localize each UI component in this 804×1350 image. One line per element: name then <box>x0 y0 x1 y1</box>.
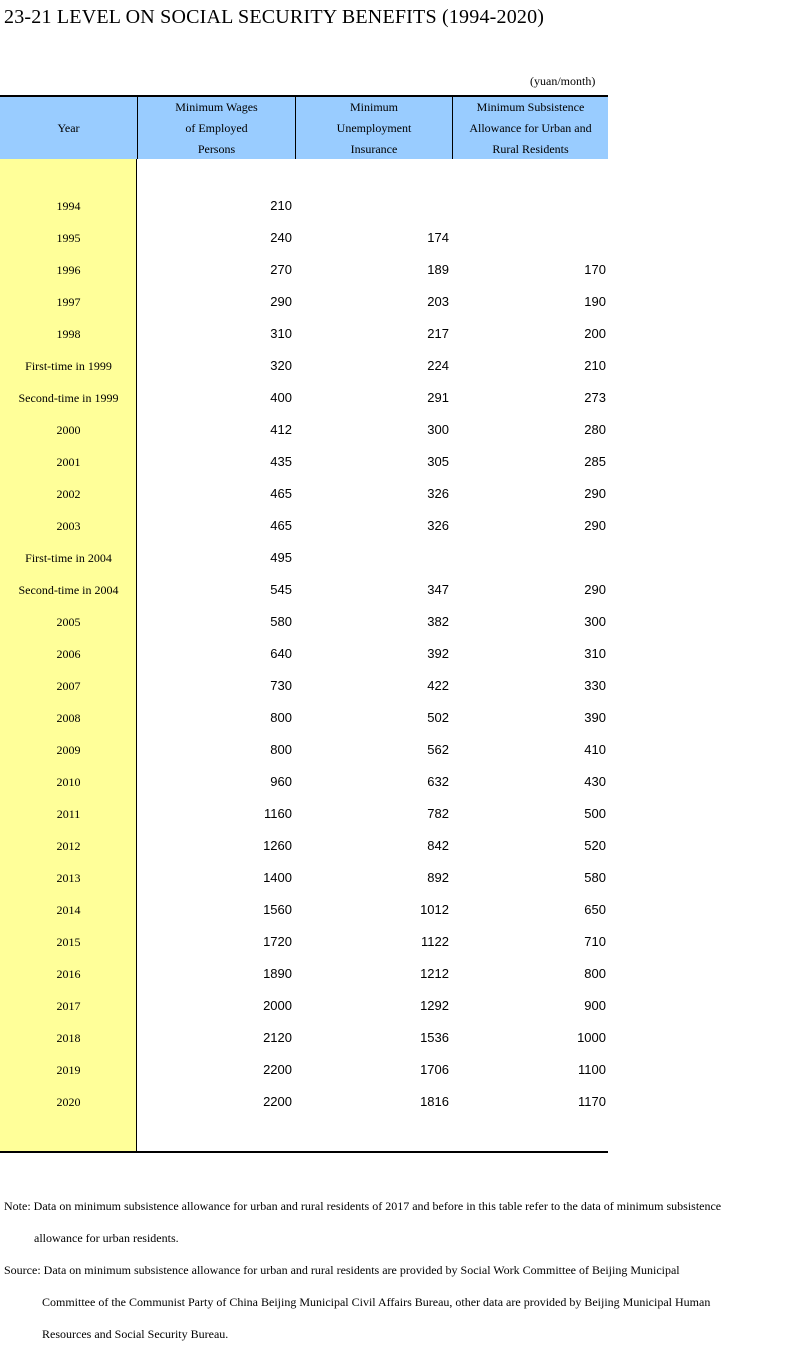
min-subsistence-cell: 410 <box>584 742 606 757</box>
year-cell: 2000 <box>56 423 81 437</box>
min-unemployment-cell: 224 <box>427 358 449 373</box>
table-row <box>0 993 608 1025</box>
table-row <box>0 801 608 833</box>
page-title: 23-21 LEVEL ON SOCIAL SECURITY BENEFITS (1994-2020) <box>4 6 545 28</box>
min-unemployment-cell: 392 <box>427 646 449 661</box>
header-min-unemployment: Minimum Unemployment Insurance <box>295 97 452 159</box>
year-cell: 2002 <box>56 487 81 501</box>
note-line-2: allowance for urban residents. <box>34 1231 179 1245</box>
table-row <box>0 225 608 257</box>
table-row <box>0 833 608 865</box>
min-wages-cell: 320 <box>270 358 292 373</box>
year-cell: First-time in 2004 <box>25 551 112 565</box>
min-subsistence-cell: 1100 <box>578 1062 606 1077</box>
unit-label: (yuan/month) <box>530 74 596 88</box>
source-line-2: Committee of the Communist Party of China Beijing Municipal Civil Affairs Bureau, other data are provided by Beijing Municipal Human <box>42 1295 711 1309</box>
year-cell: 2011 <box>56 807 81 821</box>
year-cell: 2018 <box>56 1031 81 1045</box>
table-row <box>0 353 608 385</box>
year-cell: 2016 <box>56 967 81 981</box>
table-row <box>0 385 608 417</box>
source-line-3: Resources and Social Security Bureau. <box>42 1327 229 1341</box>
min-subsistence-cell: 200 <box>584 326 606 341</box>
table-row <box>0 321 608 353</box>
year-cell: 1995 <box>56 231 81 245</box>
year-cell: 2015 <box>56 935 81 949</box>
min-wages-cell: 640 <box>270 646 292 661</box>
min-subsistence-cell: 430 <box>584 774 606 789</box>
table-row <box>0 609 608 641</box>
year-cell: Second-time in 1999 <box>18 391 119 405</box>
min-subsistence-cell: 1170 <box>578 1094 606 1109</box>
min-subsistence-cell: 285 <box>584 454 606 469</box>
min-subsistence-cell: 210 <box>584 358 606 373</box>
year-cell: 2020 <box>56 1095 81 1109</box>
min-unemployment-cell: 326 <box>427 518 449 533</box>
min-wages-cell: 465 <box>270 518 292 533</box>
table-row <box>0 289 608 321</box>
table-row <box>0 1025 608 1057</box>
min-wages-cell: 412 <box>270 422 292 437</box>
table-row <box>0 865 608 897</box>
min-unemployment-cell: 291 <box>427 390 449 405</box>
min-wages-cell: 2200 <box>263 1094 292 1109</box>
year-cell: 2006 <box>56 647 81 661</box>
min-unemployment-cell: 422 <box>427 678 449 693</box>
min-subsistence-cell: 900 <box>584 998 606 1013</box>
min-unemployment-cell: 632 <box>427 774 449 789</box>
min-subsistence-cell: 310 <box>584 646 606 661</box>
table-row <box>0 961 608 993</box>
min-unemployment-cell: 1212 <box>420 966 449 981</box>
min-subsistence-cell: 290 <box>584 486 606 501</box>
year-cell: First-time in 1999 <box>25 359 112 373</box>
table-row <box>0 769 608 801</box>
min-unemployment-cell: 892 <box>427 870 449 885</box>
min-unemployment-cell: 782 <box>427 806 449 821</box>
min-wages-cell: 1260 <box>263 838 292 853</box>
table-row <box>0 897 608 929</box>
min-subsistence-cell: 290 <box>584 582 606 597</box>
min-subsistence-cell: 520 <box>584 838 606 853</box>
table-row <box>0 1057 608 1089</box>
year-cell: 2019 <box>56 1063 81 1077</box>
min-unemployment-cell: 382 <box>427 614 449 629</box>
min-wages-cell: 2000 <box>263 998 292 1013</box>
year-cell: 1998 <box>56 327 81 341</box>
min-wages-cell: 730 <box>270 678 292 693</box>
min-wages-cell: 2120 <box>263 1030 292 1045</box>
min-subsistence-cell: 650 <box>584 902 606 917</box>
min-subsistence-cell: 800 <box>584 966 606 981</box>
header-min-subsistence: Minimum Subsistence Allowance for Urban and Rural Residents <box>452 97 608 159</box>
table-row <box>0 513 608 545</box>
table-row <box>0 1089 608 1121</box>
min-subsistence-cell: 580 <box>584 870 606 885</box>
min-wages-cell: 1720 <box>263 934 292 949</box>
min-wages-cell: 310 <box>270 326 292 341</box>
min-unemployment-cell: 305 <box>427 454 449 469</box>
table-row <box>0 737 608 769</box>
min-subsistence-cell: 190 <box>584 294 606 309</box>
table-body <box>0 193 608 1121</box>
min-subsistence-cell: 1000 <box>577 1030 606 1045</box>
year-cell: 2008 <box>56 711 81 725</box>
min-unemployment-cell: 300 <box>427 422 449 437</box>
footnotes <box>4 1190 800 1350</box>
min-unemployment-cell: 1012 <box>420 902 449 917</box>
year-cell: 1997 <box>56 295 81 309</box>
year-cell: 2010 <box>56 775 81 789</box>
table-row <box>0 929 608 961</box>
min-subsistence-cell: 170 <box>584 262 606 277</box>
min-subsistence-cell: 330 <box>584 678 606 693</box>
min-unemployment-cell: 326 <box>427 486 449 501</box>
min-unemployment-cell: 562 <box>427 742 449 757</box>
min-unemployment-cell: 1816 <box>420 1094 449 1109</box>
table-row <box>0 705 608 737</box>
min-subsistence-cell: 290 <box>584 518 606 533</box>
min-unemployment-cell: 203 <box>427 294 449 309</box>
year-cell: 2012 <box>56 839 81 853</box>
min-subsistence-cell: 390 <box>584 710 606 725</box>
min-subsistence-cell: 300 <box>584 614 606 629</box>
min-unemployment-cell: 502 <box>427 710 449 725</box>
year-cell: 2005 <box>56 615 81 629</box>
min-wages-cell: 270 <box>270 262 292 277</box>
table-row <box>0 673 608 705</box>
min-subsistence-cell: 273 <box>584 390 606 405</box>
year-cell: 1996 <box>56 263 81 277</box>
note-line-1: Note: Data on minimum subsistence allowance for urban and rural residents of 2017 and before in this table refer to the data of minimum subsistence <box>4 1199 722 1213</box>
min-unemployment-cell: 1706 <box>420 1062 449 1077</box>
table-row <box>0 449 608 481</box>
min-wages-cell: 1400 <box>263 870 292 885</box>
min-wages-cell: 240 <box>270 230 292 245</box>
year-cell: 2003 <box>56 519 81 533</box>
benefits-table <box>0 95 608 1153</box>
table-row <box>0 641 608 673</box>
table-row <box>0 577 608 609</box>
min-wages-cell: 290 <box>270 294 292 309</box>
min-subsistence-cell: 710 <box>584 934 606 949</box>
min-wages-cell: 400 <box>270 390 292 405</box>
min-subsistence-cell: 280 <box>584 422 606 437</box>
min-unemployment-cell: 1292 <box>420 998 449 1013</box>
year-cell: 2001 <box>56 455 81 469</box>
year-cell: 2014 <box>56 903 81 917</box>
source-line-1: Source: Data on minimum subsistence allowance for urban and rural residents are provided by Social Work Committee of Beijing Municipal <box>4 1263 680 1277</box>
header-min-wages: Minimum Wages of Employed Persons <box>137 97 295 159</box>
min-subsistence-cell: 500 <box>584 806 606 821</box>
min-unemployment-cell: 1122 <box>421 934 449 949</box>
min-unemployment-cell: 189 <box>427 262 449 277</box>
min-wages-cell: 2200 <box>263 1062 292 1077</box>
table-row <box>0 417 608 449</box>
table-row <box>0 257 608 289</box>
min-wages-cell: 465 <box>270 486 292 501</box>
table-row <box>0 193 608 225</box>
min-wages-cell: 800 <box>270 742 292 757</box>
table-bottom-rule <box>0 1151 608 1153</box>
table-row <box>0 545 608 577</box>
min-unemployment-cell: 347 <box>427 582 449 597</box>
min-wages-cell: 800 <box>270 710 292 725</box>
min-wages-cell: 1160 <box>264 806 292 821</box>
min-wages-cell: 210 <box>270 198 292 213</box>
min-wages-cell: 545 <box>270 582 292 597</box>
year-cell: Second-time in 2004 <box>18 583 119 597</box>
min-unemployment-cell: 217 <box>427 326 449 341</box>
min-wages-cell: 580 <box>270 614 292 629</box>
table-row <box>0 481 608 513</box>
year-cell: 2017 <box>56 999 81 1013</box>
min-wages-cell: 1560 <box>263 902 292 917</box>
min-unemployment-cell: 174 <box>427 230 449 245</box>
min-wages-cell: 960 <box>270 774 292 789</box>
year-cell: 1994 <box>56 199 81 213</box>
min-unemployment-cell: 1536 <box>420 1030 449 1045</box>
min-wages-cell: 435 <box>270 454 292 469</box>
table-header <box>0 95 608 159</box>
year-cell: 2009 <box>56 743 81 757</box>
year-cell: 2013 <box>56 871 81 885</box>
min-unemployment-cell: 842 <box>427 838 449 853</box>
min-wages-cell: 495 <box>270 550 292 565</box>
header-year: Year <box>57 120 80 135</box>
min-wages-cell: 1890 <box>263 966 292 981</box>
year-cell: 2007 <box>56 679 81 693</box>
